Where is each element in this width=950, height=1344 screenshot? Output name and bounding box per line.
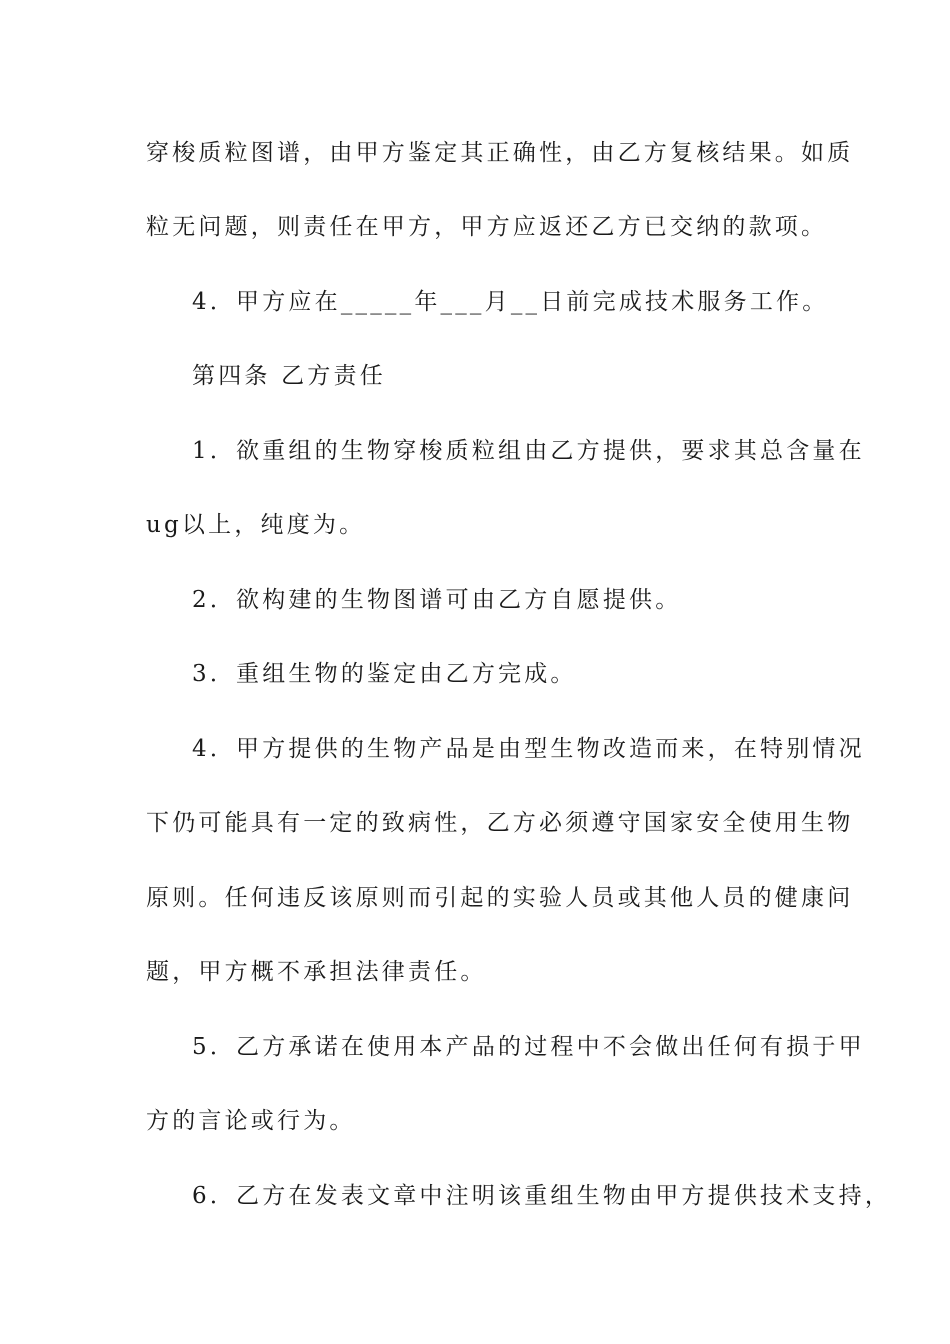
- paragraph-line: 6．乙方在发表文章中注明该重组生物由甲方提供技术支持，: [192, 1183, 892, 1209]
- paragraph-line: 4．甲方应在_____年___月__日前完成技术服务工作。: [192, 289, 829, 315]
- paragraph-line: 粒无问题，则责任在甲方，甲方应返还乙方已交纳的款项。: [146, 214, 828, 240]
- paragraph-line: 穿梭质粒图谱，由甲方鉴定其正确性，由乙方复核结果。如质: [146, 140, 854, 166]
- paragraph-line: 题，甲方概不承担法律责任。: [146, 959, 487, 985]
- paragraph-line: 1．欲重组的生物穿梭质粒组由乙方提供，要求其总含量在: [192, 438, 865, 464]
- paragraph-line: 2．欲构建的生物图谱可由乙方自愿提供。: [192, 587, 682, 613]
- paragraph-line: 4．甲方提供的生物产品是由型生物改造而来，在特别情况: [192, 736, 865, 762]
- paragraph-line: 下仍可能具有一定的致病性，乙方必须遵守国家安全使用生物: [146, 810, 854, 836]
- section-heading: 第四条 乙方责任: [192, 363, 386, 389]
- paragraph-line: 5．乙方承诺在使用本产品的过程中不会做出任何有损于甲: [192, 1034, 865, 1060]
- paragraph-line: 方的言论或行为。: [146, 1108, 356, 1134]
- paragraph-line: ug以上，纯度为。: [146, 512, 366, 538]
- paragraph-line: 3．重组生物的鉴定由乙方完成。: [192, 661, 577, 687]
- paragraph-line: 原则。任何违反该原则而引起的实验人员或其他人员的健康问: [146, 885, 854, 911]
